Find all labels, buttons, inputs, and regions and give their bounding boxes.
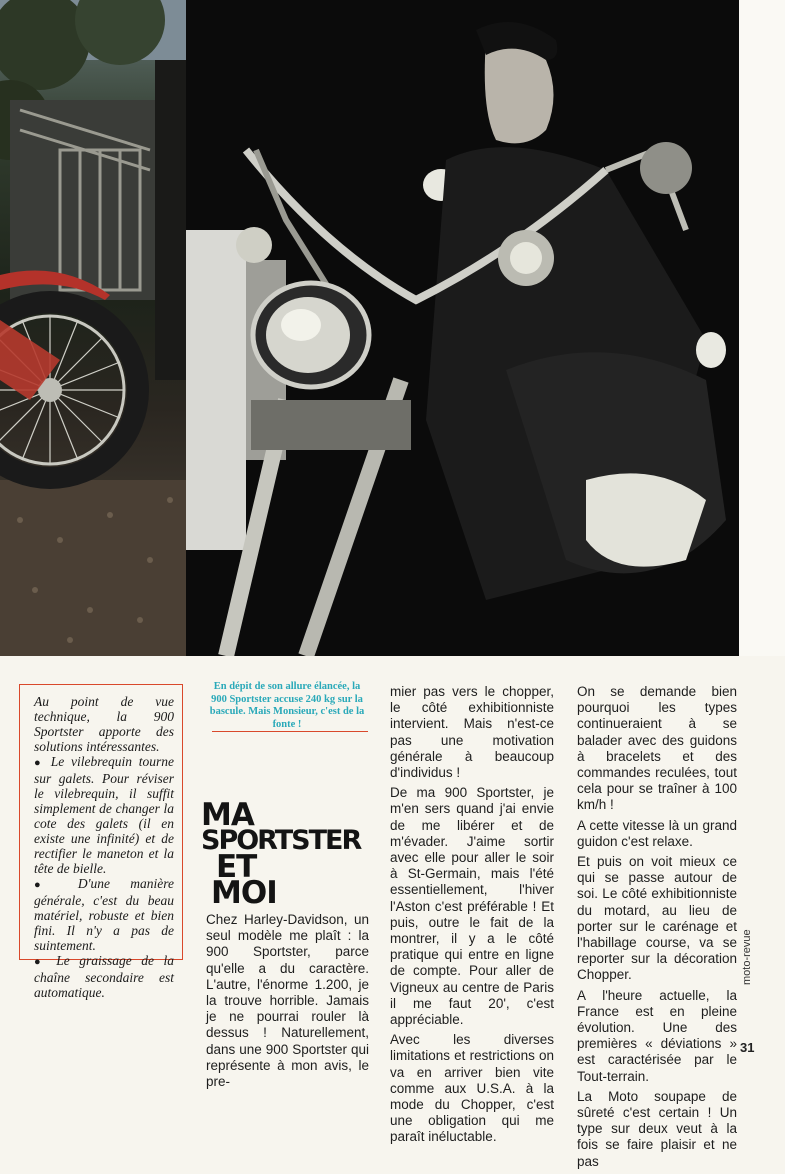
article-column-3 xyxy=(577,684,737,1174)
article-paragraph: Chez Harley-Davidson, un seul modèle me plaît : la 900 Sportster, parce qu'elle a du caractère. L'autre, l'énorme 1.200, je la trouve horrible. Jamais je ne pourrai rouler là dessus ! Naturellement, dans une 900 Sportster qui représente à mon avis, le pre- xyxy=(206,912,369,1090)
sidebar-bullet-2: D'une manière générale, c'est du beau matériel, robuste et bien fini. Il n'y a pas de suintement. xyxy=(34,876,174,953)
article-column-1 xyxy=(206,912,369,1094)
page-margin xyxy=(739,0,785,656)
sidebar-bullet-1: Le vilebrequin tourne sur galets. Pour réviser le vilebrequin, il suffit simplement de changer la cote des galets (il en existe une infinité) et de rectifier le maneton et la tête de bielle. xyxy=(34,754,174,876)
article-paragraph: On se demande bien pourquoi les types continueraient à se balader avec des guidons à bracelets et des commandes reculées, tout cela pour se traîner à 100 km/h ! xyxy=(577,684,737,813)
photo-rider-on-motorcycle xyxy=(186,0,739,656)
page-number: 31 xyxy=(740,1040,755,1055)
bullet-icon: ● xyxy=(34,879,58,891)
technical-sidebar-box xyxy=(19,684,183,1000)
headline-line-3: ET xyxy=(216,849,257,885)
article-paragraph: La Moto soupape de sûreté c'est certain ! Un type sur deux veut à la fois se faire plaisir et ne pas xyxy=(577,1088,737,1169)
article-paragraph: De ma 900 Sportster, je m'en sers quand j'ai envie de me libérer et de m'évader. J'aime sortir avec elle pour aller le soir à St-Germain, mais l'été essentiellement, l'hiver l'Aston c'est préférable ! Et puis, outre le fait de la montrer, il y a le côté pratique qui entre en ligne de compte. Pour aller de Vigneux au centre de Paris il me faut 20', c'est appréciable. xyxy=(390,785,554,1028)
magazine-name: moto-revue xyxy=(741,929,753,985)
bullet-icon: ● xyxy=(34,956,47,968)
headline-line-2: SPORTSTER xyxy=(201,825,361,856)
bullet-icon: ● xyxy=(34,757,45,769)
sidebar-bullet-3: Le graissage de la chaîne secondaire est automatique. xyxy=(34,953,174,1000)
photo-caption: En dépit de son allure élancée, la 900 Sportster accuse 240 kg sur la bascule. Mais Monsieur, c'est de la fonte ! xyxy=(209,681,365,730)
sidebar-intro: Au point de vue technique, la 900 Sportster apporte des solutions intéressantes. xyxy=(34,694,174,754)
article-headline xyxy=(201,797,369,911)
headline-line-4: MOI xyxy=(211,875,277,911)
article-paragraph: A cette vitesse là un grand guidon c'est relaxe. xyxy=(577,817,737,849)
caption-divider xyxy=(212,731,368,732)
article-paragraph: mier pas vers le chopper, le côté exhibitionniste intervient. Mais n'est-ce pas une motivation générale à beaucoup d'individus ! xyxy=(390,684,554,781)
article-paragraph: A l'heure actuelle, la France est en pleine évolution. Une des premières « déviations » est caractérisée par le Tout-terrain. xyxy=(577,987,737,1084)
photo-motorcycle-wheel xyxy=(0,0,186,656)
article-paragraph: Avec les diverses limitations et restrictions on va en arriver bien vite comme aux U.S.A. à la mode du Chopper, c'est une obligation qui me paraît inéluctable. xyxy=(390,1032,554,1145)
article-paragraph: Et puis on voit mieux ce qui se passe autour de soi. Le côté exhibitionniste du motard, au lieu de porter sur le carénage et l'habillage course, va se reporter sur la décoration Chopper. xyxy=(577,854,737,983)
headline-line-1: MA xyxy=(201,797,254,833)
